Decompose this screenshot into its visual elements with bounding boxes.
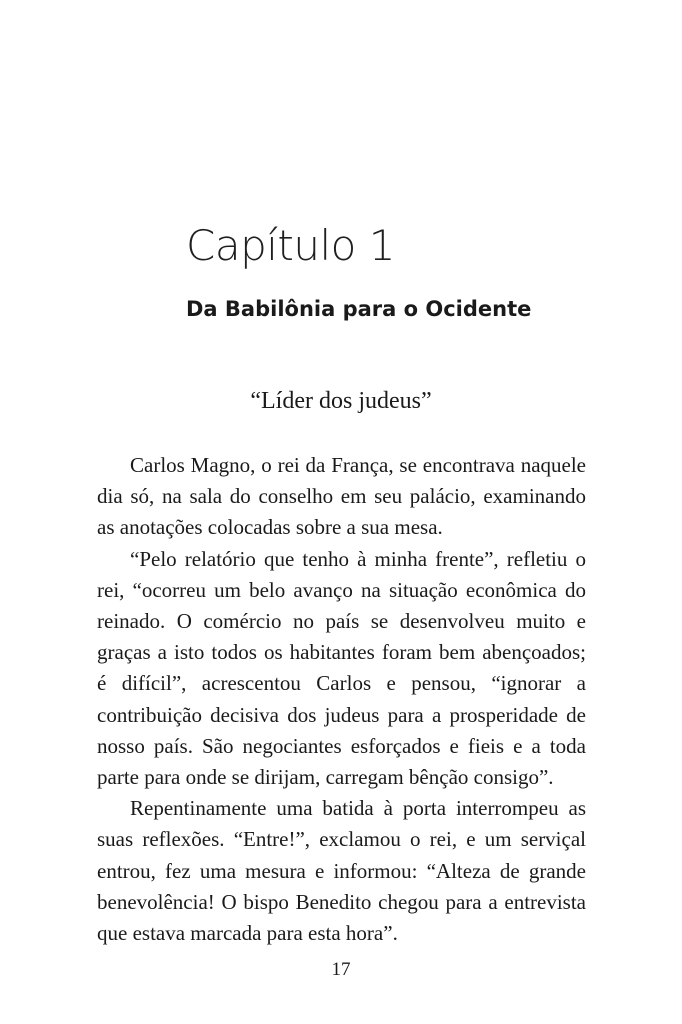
section-title: “Líder dos judeus” — [250, 388, 432, 414]
paragraph-3: Repentinamente uma batida à porta interrompeu as suas reflexões. “Entre!”, exclamou o rei, e um serviçal entrou, fez uma mesura e informou: “Alteza de grande benevolência! O bispo Benedito chegou para a entrevista que estava marcada para esta hora”. — [97, 796, 586, 946]
page-number: 17 — [331, 959, 351, 980]
paragraph-1: Carlos Magno, o rei da França, se encontrava naquele dia só, na sala do conselho em seu palácio, examinando as anotações colocadas sobre a sua mesa. — [97, 453, 586, 540]
chapter-subtitle: Da Babilônia para o Ocidente — [186, 297, 532, 321]
chapter-title: Capítulo 1 — [186, 221, 395, 270]
paragraph-2: “Pelo relatório que tenho à minha frente”, refletiu o rei, “ocorreu um belo avanço na situação econômica do reinado. O comércio no país se desenvolveu muito e graças a isto todos os habitantes foram bem abençoados; é difícil”, acrescentou Carlos e pensou, “ignorar a contribuição decisiva dos judeus para a prosperidade de nosso país. São negociantes esforçados e fieis e a toda parte para onde se dirijam, carregam bênção consigo”. — [97, 546, 586, 790]
body-text — [97, 450, 586, 949]
